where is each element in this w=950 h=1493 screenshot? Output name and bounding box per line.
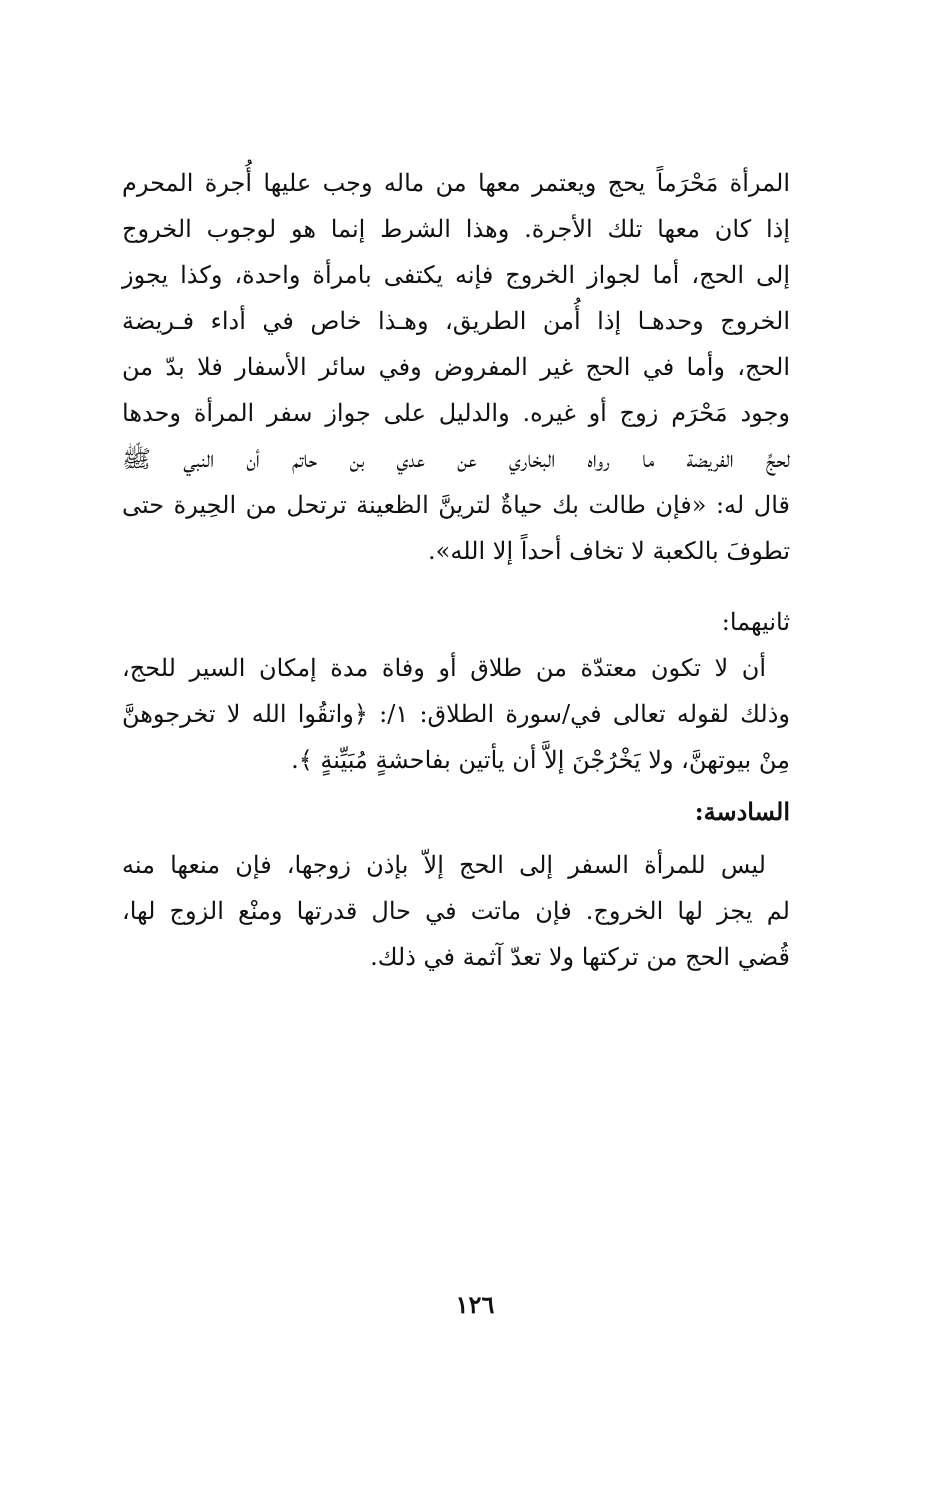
paragraph xyxy=(122,160,790,574)
text-line: لحجِّ الفريضة ما رواه البخاري عن عدي بن حاتم أن النبي ﷺ xyxy=(122,445,790,473)
text-line: إلى الحج، أما لجواز الخروج فإنه يكتفى بامرأة واحدة، وكذا يجوز xyxy=(122,261,791,289)
text-line: ليس للمرأة السفر إلى الحج إلاّ بإذن زوجها، فإن منعها منه xyxy=(122,851,766,879)
text-line: أن لا تكون معتدّة من طلاق أو وفاة مدة إمكان السير للحج، xyxy=(122,654,766,682)
paragraph-travel-conditions xyxy=(122,160,790,574)
text-line: وجود مَحْرَم زوج أو غيره. والدليل على جواز سفر المرأة وحدها xyxy=(122,399,790,427)
paragraph-husband-permission xyxy=(122,842,790,980)
text-line: تطوفَ بالكعبة لا تخاف أحداً إلا الله». xyxy=(428,537,790,565)
paragraph xyxy=(122,645,790,783)
text-line: قال له: «فإن طالت بك حياةٌ لترينَّ الظعينة ترتحل من الحِيرة حتى xyxy=(122,491,790,519)
section-heading-second: ثانيهما: xyxy=(721,608,790,636)
text-line: الخروج وحدهـا إذا أُمن الطريق، وهـذا خاص في أداء فـريضة xyxy=(122,307,790,335)
text-line: إذا كان معها تلك الأجرة. وهذا الشرط إنما هو لوجوب الخروج xyxy=(122,215,790,243)
text-line: قُضي الحج من تركتها ولا تعدّ آثمة في ذلك. xyxy=(370,943,790,971)
page-number: ١٢٦ xyxy=(455,1290,495,1319)
paragraph xyxy=(122,842,790,980)
text-line: الحج، وأما في الحج غير المفروض وفي سائر الأسفار فلا بدّ من xyxy=(122,353,790,381)
text-line: مِنْ بيوتهنَّ، ولا يَخْرُجْنَ إلاَّ أن يأتين بفاحشةٍ مُبَيِّنةٍ ﴾. xyxy=(291,746,790,774)
text-line: وذلك لقوله تعالى في/سورة الطلاق: ١/: ﴿واتقُوا الله لا تخرجوهنَّ xyxy=(122,700,790,728)
section-heading-sixth: السادسة: xyxy=(694,797,790,826)
paragraph-iddah-condition xyxy=(122,645,790,783)
text-line: لم يجز لها الخروج. فإن ماتت في حال قدرتها ومنْع الزوج لها، xyxy=(122,897,790,925)
text-line: المرأة مَحْرَماً يحج ويعتمر معها من ماله وجب عليها أُجرة المحرم xyxy=(122,169,790,197)
